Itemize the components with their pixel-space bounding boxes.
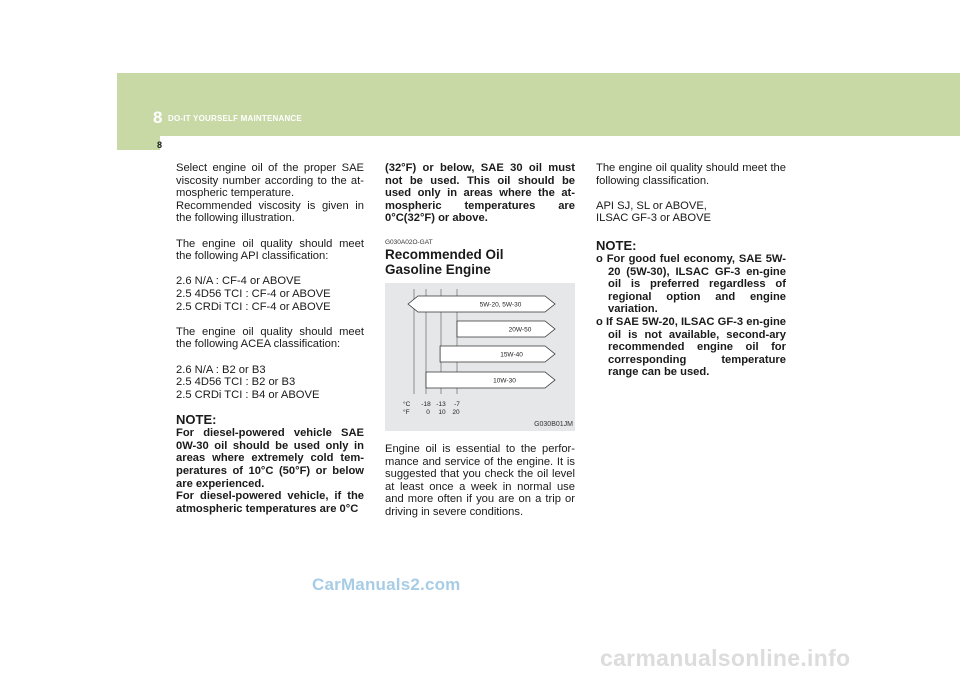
section-subtitle: Gasoline Engine xyxy=(385,261,491,277)
chapter-title: DO-IT YOURSELF MAINTENANCE xyxy=(168,114,302,123)
classification-line: API SJ, SL or ABOVE, xyxy=(596,199,707,212)
note-text: For diesel-powered vehicle SAE 0W-30 oil should be used only in areas where extremely cold tem-peratures of 10°C (50°F) or below are experienced. xyxy=(176,427,364,490)
header-bar xyxy=(117,73,960,136)
page-number: 8 xyxy=(157,140,163,150)
note-heading: NOTE: xyxy=(596,237,637,253)
paragraph: Select engine oil of the proper SAE viscosity number according to the at-mospheric temperature. xyxy=(176,162,364,200)
section-title: Recommended Oil xyxy=(385,246,504,262)
chart-svg xyxy=(385,283,575,431)
acea-line: 2.5 4D56 TCI : B2 or B3 xyxy=(176,376,296,389)
paragraph: Recommended viscosity is given in the following illustration. xyxy=(176,199,364,225)
range-label: 10W-30 xyxy=(493,377,516,385)
acea-line: 2.5 CRDi TCI : B4 or ABOVE xyxy=(176,388,320,401)
note-item: o If SAE 5W-20, ILSAC GF-3 en-gine oil is not available, second-ary recommended engine oil for corresponding temperature range can be used. xyxy=(596,315,786,379)
note-heading: NOTE: xyxy=(176,412,217,428)
range-bar xyxy=(457,321,555,337)
acea-line: 2.6 N/A : B2 or B3 xyxy=(176,363,266,376)
note-item: o For good fuel economy, SAE 5W-20 (5W-30), ILSAC GF-3 en-gine oil is preferred regardless of regional option and engine variation. xyxy=(596,252,786,316)
tick-label-f: 0 xyxy=(426,408,430,416)
range-bar xyxy=(426,372,555,388)
section-code: G030A02O-GAT xyxy=(385,238,433,246)
footer-site: carmanualsonline.info xyxy=(600,645,851,671)
classification-line: ILSAC GF-3 or ABOVE xyxy=(596,212,712,225)
tick-label-c: -13 xyxy=(436,400,446,408)
axis-unit-f: °F xyxy=(403,408,410,416)
watermark: CarManuals2.com xyxy=(312,575,461,594)
figure-code: G030B01JM xyxy=(534,421,573,429)
note-continuation: (32°F) or below, SAE 30 oil must not be used. This oil should be used only in areas where the at-mospheric temperatures are 0°C(32°F) or above. xyxy=(385,162,575,225)
paragraph: The engine oil quality should meet the following ACEA classification: xyxy=(176,325,364,351)
tick-label-c: -18 xyxy=(421,400,431,408)
range-bar xyxy=(440,346,555,362)
api-line: 2.5 CRDi TCI : CF-4 or ABOVE xyxy=(176,300,331,313)
oil-viscosity-chart xyxy=(385,283,575,431)
paragraph: The engine oil quality should meet the following classification. xyxy=(596,162,786,187)
column-2 xyxy=(385,162,575,519)
note-text: For diesel-powered vehicle, if the atmospheric temperatures are 0°C xyxy=(176,490,364,515)
tick-label-f: 20 xyxy=(452,408,460,416)
column-1 xyxy=(176,162,364,515)
axis-unit-c: °C xyxy=(403,400,411,408)
api-line: 2.6 N/A : CF-4 or ABOVE xyxy=(176,275,301,288)
paragraph: Engine oil is essential to the perfor-mance and service of the engine. It is suggested that you check the oil level at least once a week in normal use and more often if you are on a trip or driving in severe conditions. xyxy=(385,442,575,518)
range-label: 20W-50 xyxy=(508,326,532,334)
paragraph: The engine oil quality should meet the following API classification: xyxy=(176,237,364,263)
api-line: 2.5 4D56 TCI : CF-4 or ABOVE xyxy=(176,287,331,300)
tick-label-f: 10 xyxy=(438,408,446,416)
chapter-number: 8 xyxy=(153,108,163,127)
tick-label-c: -7 xyxy=(454,400,460,408)
range-label: 5W-20, 5W-30 xyxy=(479,301,522,309)
range-label: 15W-40 xyxy=(500,351,523,359)
page-tab xyxy=(117,136,163,150)
column-3 xyxy=(596,162,786,379)
